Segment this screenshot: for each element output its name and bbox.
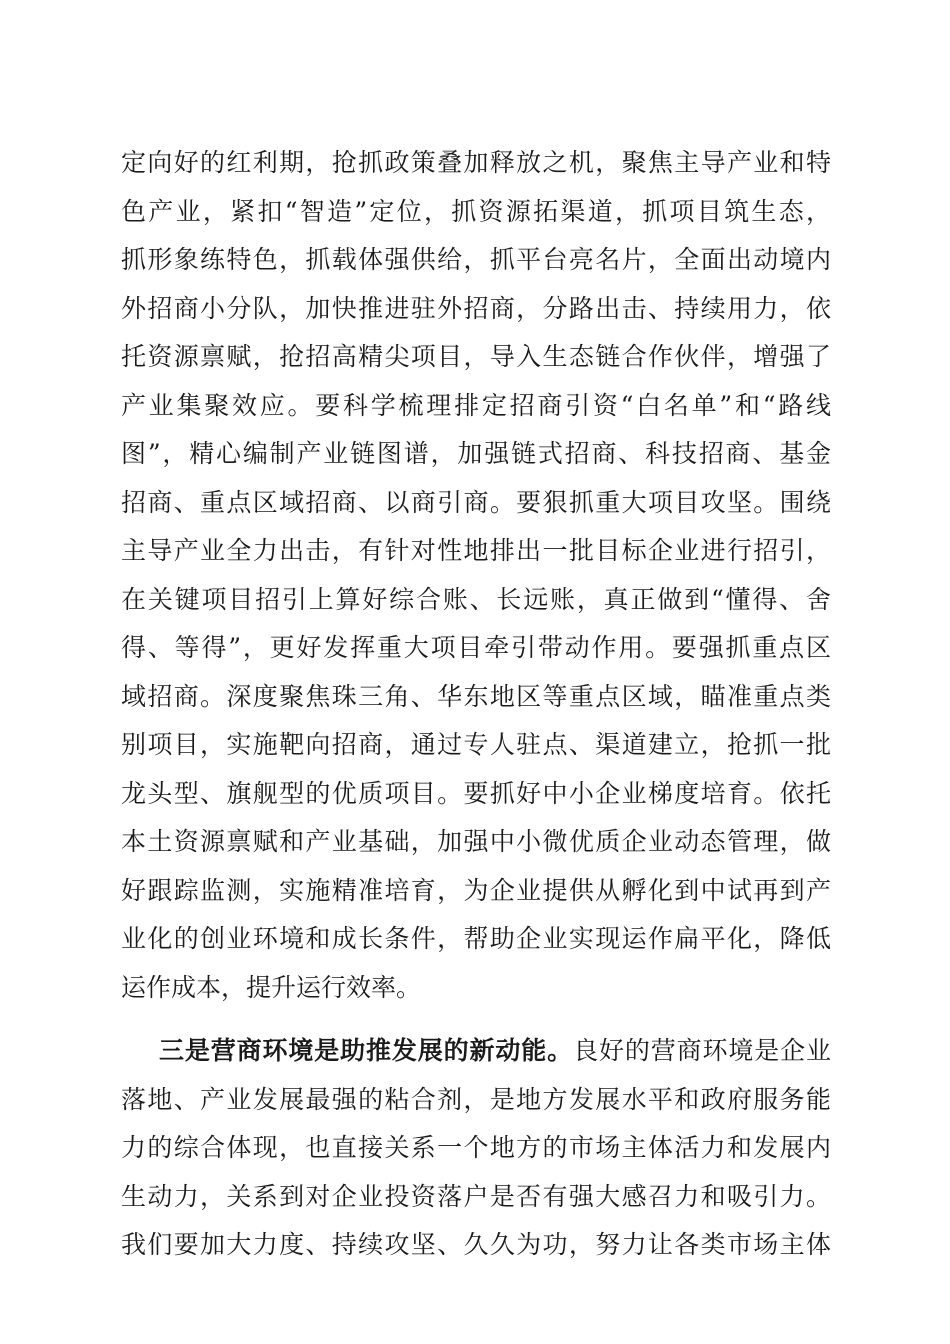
text-line: 得、等得”，更好发挥重大项目牵引带动作用。要强抓重点区 [121,633,831,662]
text-line-last: 运作成本，提升运行效率。 [121,972,422,1002]
paragraph-1 [121,139,831,1012]
text-line: 力的综合体现，也直接关系一个地方的市场主体活力和发展内 [121,1133,831,1162]
text-line: 托资源禀赋，抢招高精尖项目，导入生态链合作伙伴，增强了 [121,342,831,371]
text-line: 落地、产业发展最强的粘合剂，是地方发展水平和政府服务能 [121,1084,831,1114]
text-line: 在关键项目招引上算好综合账、长远账，真正做到“懂得、舍 [121,584,831,614]
paragraph-2-first-line [121,1027,831,1076]
text-line: 域招商。深度聚焦珠三角、华东地区等重点区域，瞄准重点类 [121,681,831,711]
text-line: 别项目，实施靶向招商，通过专人驻点、渠道建立，抢抓一批 [121,730,831,759]
paragraph-2 [121,1027,831,1270]
text-line: 抓形象练特色，抓载体强供给，抓平台亮名片，全面出动境内 [121,245,831,274]
text-line: 产业集聚效应。要科学梳理排定招商引资“白名单”和“路线 [121,390,831,420]
first-line-rest: 良好的营商环境是企业 [573,1036,831,1065]
text-line: 定向好的红利期，抢抓政策叠加释放之机，聚焦主导产业和特 [121,148,831,177]
text-line: 色产业，紧扣“智造”定位，抓资源拓渠道，抓项目筑生态， [121,196,831,226]
text-line: 好跟踪监测，实施精准培育，为企业提供从孵化到中试再到产 [121,875,831,905]
text-line: 本土资源禀赋和产业基础，加强中小微优质企业动态管理，做 [121,827,831,856]
document-body [121,139,831,1270]
paragraph-gap [121,1012,831,1027]
text-line: 龙头型、旗舰型的优质项目。要抓好中小企业梯度培育。依托 [121,778,831,808]
text-line: 生动力，关系到对企业投资落户是否有强大感召力和吸引力。 [121,1181,831,1211]
text-line: 我们要加大力度、持续攻坚、久久为功，努力让各类市场主体 [121,1230,831,1259]
text-line: 业化的创业环境和成长条件，帮助企业实现运作扁平化，降低 [121,924,831,953]
text-line: 招商、重点区域招商、以商引商。要狠抓重大项目攻坚。围绕 [121,487,831,517]
section-heading: 三是营商环境是助推发展的新动能。 [159,1036,574,1065]
text-line: 外招商小分队，加快推进驻外招商，分路出击、持续用力，依 [121,293,831,323]
text-line: 图”，精心编制产业链图谱，加强链式招商、科技招商、基金 [121,439,831,468]
text-line: 主导产业全力出击，有针对性地排出一批目标企业进行招引， [121,536,831,565]
